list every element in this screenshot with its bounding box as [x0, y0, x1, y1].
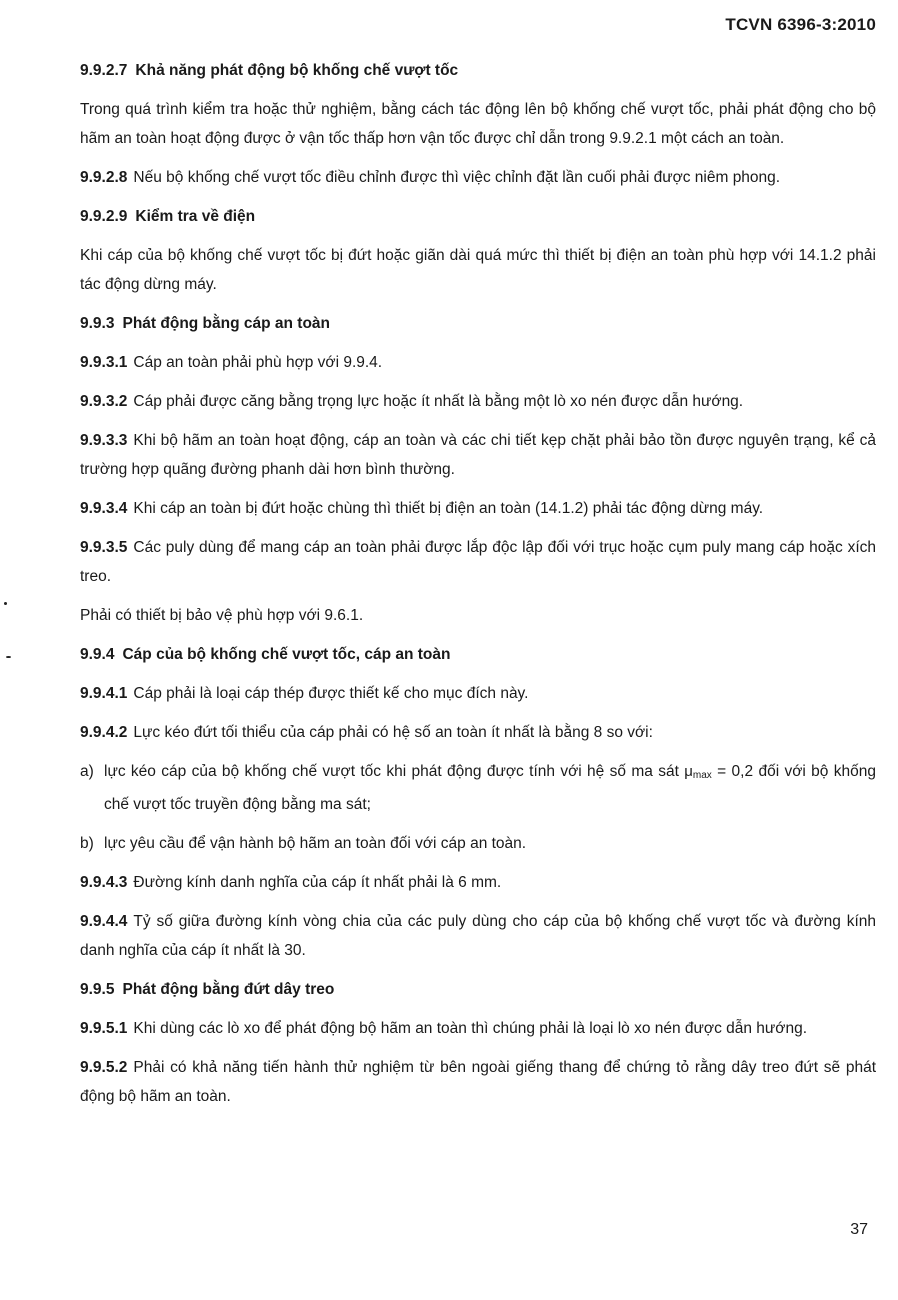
- clause-9-9-3-1: [80, 348, 876, 377]
- section-title: Cáp của bộ khống chế vượt tốc, cáp an toàn: [122, 646, 451, 663]
- document-standard-code: TCVN 6396-3:2010: [725, 15, 876, 34]
- list-item-label: a): [80, 763, 94, 780]
- list-item-text: [104, 757, 876, 819]
- list-item-text-part: lực kéo cáp của bộ khống chế vượt tốc khi phát động được tính với hệ số ma sát: [104, 763, 685, 780]
- list-item-a: [80, 757, 876, 819]
- mu-subscript: max: [692, 770, 712, 781]
- section-heading-9-9-3: [80, 309, 876, 338]
- clause-number: 9.9.2.8: [80, 169, 128, 186]
- clause-text: Lực kéo đứt tối thiểu của cáp phải có hệ số an toàn ít nhất là bằng 8 so với:: [133, 724, 653, 741]
- list-item-label: b): [80, 835, 94, 852]
- clause-number: 9.9.5.2: [80, 1059, 128, 1076]
- clause-text: Khi dùng các lò xo để phát động bộ hãm an toàn thì chúng phải là loại lò xo nén được dẫn hướng.: [133, 1020, 808, 1037]
- clause-number: 9.9.4.4: [80, 913, 128, 930]
- clause-number: 9.9.3.5: [80, 539, 128, 556]
- clause-text: Các puly dùng để mang cáp an toàn phải được lắp độc lập đối với trục hoặc cụm puly mang cáp hoặc xích treo.: [80, 539, 876, 585]
- paragraph-9-9-2-7: Trong quá trình kiểm tra hoặc thử nghiệm, bằng cách tác động lên bộ khống chế vượt tốc, phải phát động cho bộ hãm an toàn hoạt động được ở vận tốc thấp hơn vận tốc được chỉ dẫn trong 9.9.2.1 một cách an toàn.: [80, 101, 876, 147]
- section-number: 9.9.3: [80, 315, 115, 332]
- section-number: 9.9.2.7: [80, 62, 128, 79]
- section-title: Khả năng phát động bộ khống chế vượt tốc: [135, 62, 459, 79]
- clause-text: Khi bộ hãm an toàn hoạt động, cáp an toàn và các chi tiết kẹp chặt phải bảo tồn được nguyên trạng, kể cả trường hợp quãng đường phanh dài hơn bình thường.: [80, 432, 876, 478]
- section-title: Phát động bằng cáp an toàn: [122, 315, 331, 332]
- clause-number: 9.9.3.4: [80, 500, 128, 517]
- clause-number: 9.9.3.2: [80, 393, 128, 410]
- clause-number: 9.9.4.3: [80, 874, 128, 891]
- section-number: 9.9.4: [80, 646, 115, 663]
- section-heading-9-9-2-7: [80, 56, 876, 85]
- clause-9-9-3-2: [80, 387, 876, 416]
- clause-9-9-4-3: [80, 868, 876, 897]
- section-number: 9.9.2.9: [80, 208, 128, 225]
- clause-text: Cáp an toàn phải phù hợp với 9.9.4.: [133, 354, 383, 371]
- mu-symbol: μ: [684, 763, 693, 780]
- page-number: 37: [850, 1221, 868, 1238]
- page-content: [80, 56, 876, 1121]
- clause-number: 9.9.3.3: [80, 432, 128, 449]
- section-title: Phát động bằng đứt dây treo: [122, 981, 335, 998]
- clause-number: 9.9.4.2: [80, 724, 128, 741]
- clause-9-9-2-8: [80, 163, 876, 192]
- clause-text: Cáp phải là loại cáp thép được thiết kế cho mục đích này.: [133, 685, 529, 702]
- clause-9-9-5-1: [80, 1014, 876, 1043]
- section-heading-9-9-5: [80, 975, 876, 1004]
- clause-number: 9.9.5.1: [80, 1020, 128, 1037]
- paragraph-9-9-3-5-note: Phải có thiết bị bảo vệ phù hợp với 9.6.1.: [80, 607, 364, 624]
- clause-text: Tỷ số giữa đường kính vòng chia của các puly dùng cho cáp của bộ khống chế vượt tốc và đường kính danh nghĩa của cáp ít nhất là 30.: [80, 913, 876, 959]
- list-item-b: [80, 829, 876, 858]
- section-title: Kiểm tra về điện: [135, 208, 256, 225]
- section-heading-9-9-2-9: [80, 202, 876, 231]
- clause-9-9-5-2: [80, 1053, 876, 1111]
- clause-text: Khi cáp an toàn bị đứt hoặc chùng thì thiết bị điện an toàn (14.1.2) phải tác động dừng máy.: [133, 500, 764, 517]
- clause-text: Cáp phải được căng bằng trọng lực hoặc ít nhất là bằng một lò xo nén được dẫn hướng.: [133, 393, 744, 410]
- clause-text: Đường kính danh nghĩa của cáp ít nhất phải là 6 mm.: [133, 874, 502, 891]
- clause-text: Nếu bộ khống chế vượt tốc điều chỉnh được thì việc chỉnh đặt lần cuối phải được niêm phong.: [133, 169, 781, 186]
- clause-9-9-3-4: [80, 494, 876, 523]
- section-heading-9-9-4: [80, 640, 876, 669]
- scan-speck: [6, 656, 11, 658]
- list-item-text: lực yêu cầu để vận hành bộ hãm an toàn đối với cáp an toàn.: [104, 835, 527, 852]
- clause-number: 9.9.4.1: [80, 685, 128, 702]
- section-number: 9.9.5: [80, 981, 115, 998]
- clause-number: 9.9.3.1: [80, 354, 128, 371]
- clause-9-9-3-3: [80, 426, 876, 484]
- clause-text: Phải có khả năng tiến hành thử nghiệm từ bên ngoài giếng thang để chứng tỏ rằng dây treo đứt sẽ phát động bộ hãm an toàn.: [80, 1059, 876, 1105]
- clause-9-9-4-4: [80, 907, 876, 965]
- paragraph-9-9-2-9: Khi cáp của bộ khống chế vượt tốc bị đứt hoặc giãn dài quá mức thì thiết bị điện an toàn phù hợp với 14.1.2 phải tác động dừng máy.: [80, 247, 876, 293]
- clause-9-9-4-2: [80, 718, 876, 747]
- list-item-text-part: = 0,2 đối với bộ khống chế vượt tốc truyền động bằng ma sát;: [104, 763, 876, 813]
- scan-speck: [4, 602, 7, 605]
- clause-9-9-4-1: [80, 679, 876, 708]
- clause-9-9-3-5: [80, 533, 876, 591]
